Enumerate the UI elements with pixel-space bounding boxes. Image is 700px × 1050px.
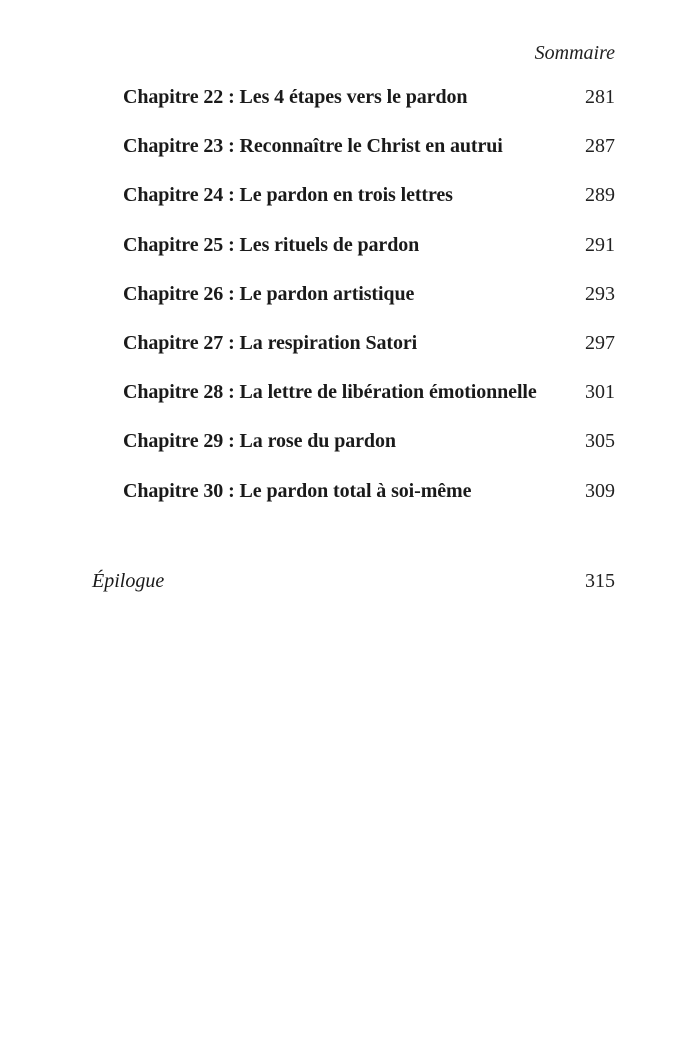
toc-entry-chapter-23[interactable]	[123, 135, 615, 184]
toc-entry-chapter-29[interactable]	[123, 430, 615, 479]
table-of-contents	[123, 86, 615, 529]
toc-entry-title: Chapitre 29 : La rose du pardon	[123, 430, 396, 453]
toc-entry-epilogue[interactable]	[92, 570, 615, 593]
toc-entry-page: 297	[585, 331, 615, 354]
toc-entry-chapter-30[interactable]	[123, 480, 615, 529]
toc-entry-title: Chapitre 27 : La respiration Satori	[123, 331, 418, 354]
toc-entry-title: Chapitre 26 : Le pardon artistique	[123, 282, 415, 305]
toc-entry-chapter-25[interactable]	[123, 234, 615, 283]
toc-entry-page: 309	[585, 479, 615, 502]
toc-entry-title: Chapitre 30 : Le pardon total à soi-même	[123, 479, 472, 502]
toc-entry-page: 301	[585, 381, 615, 404]
epilogue-page: 315	[585, 570, 615, 592]
toc-entry-page: 291	[585, 233, 615, 256]
toc-entry-chapter-24[interactable]	[123, 184, 615, 233]
toc-entry-chapter-28[interactable]	[123, 381, 615, 430]
running-head: Sommaire	[534, 42, 615, 64]
toc-entry-chapter-22[interactable]	[123, 86, 615, 135]
toc-entry-title: Chapitre 22 : Les 4 étapes vers le pardon	[123, 86, 468, 108]
toc-entry-chapter-26[interactable]	[123, 283, 615, 332]
toc-entry-page: 281	[585, 86, 615, 108]
toc-entry-page: 287	[585, 135, 615, 158]
toc-entry-chapter-27[interactable]	[123, 332, 615, 381]
toc-entry-title: Chapitre 23 : Reconnaître le Christ en autrui	[123, 135, 503, 158]
toc-entry-page: 305	[585, 430, 615, 453]
toc-entry-title: Chapitre 24 : Le pardon en trois lettres	[123, 184, 453, 207]
toc-entry-title: Chapitre 25 : Les rituels de pardon	[123, 233, 420, 256]
epilogue-title: Épilogue	[92, 570, 165, 592]
toc-entry-page: 289	[585, 184, 615, 207]
toc-entry-page: 293	[585, 282, 615, 305]
toc-entry-title: Chapitre 28 : La lettre de libération émotionnelle	[123, 381, 537, 404]
